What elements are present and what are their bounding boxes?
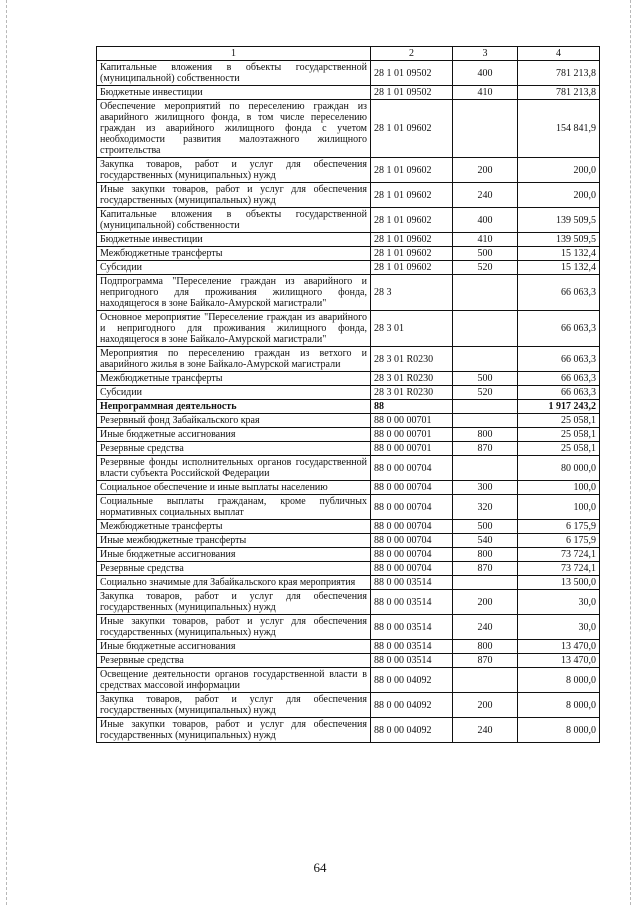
- row-code: 88 0 00 03514: [371, 654, 453, 668]
- row-expense-type: 240: [453, 183, 518, 208]
- row-name: Социальное обеспечение и иные выплаты населению: [97, 481, 371, 495]
- row-expense-type: 500: [453, 372, 518, 386]
- row-code: 28 3 01 R0230: [371, 386, 453, 400]
- table-body: [97, 61, 600, 743]
- row-amount: 66 063,3: [518, 386, 600, 400]
- table-row: [97, 442, 600, 456]
- row-amount: 8 000,0: [518, 718, 600, 743]
- table-row: [97, 261, 600, 275]
- row-expense-type: [453, 275, 518, 311]
- row-name: Резервные средства: [97, 442, 371, 456]
- row-code: 88 0 00 04092: [371, 693, 453, 718]
- row-code: 88 0 00 00704: [371, 548, 453, 562]
- table-row: [97, 100, 600, 158]
- row-expense-type: [453, 311, 518, 347]
- row-code: 28 1 01 09602: [371, 208, 453, 233]
- row-expense-type: [453, 400, 518, 414]
- row-code: 88 0 00 04092: [371, 718, 453, 743]
- budget-table: [96, 46, 600, 743]
- row-amount: 8 000,0: [518, 668, 600, 693]
- table-row: [97, 718, 600, 743]
- row-name: Социальные выплаты гражданам, кроме публичных нормативных социальных выплат: [97, 495, 371, 520]
- row-name: Закупка товаров, работ и услуг для обеспечения государственных (муниципальных) нужд: [97, 693, 371, 718]
- row-expense-type: 870: [453, 442, 518, 456]
- row-code: 28 1 01 09502: [371, 61, 453, 86]
- table-row: [97, 654, 600, 668]
- row-name: Резервные средства: [97, 654, 371, 668]
- row-expense-type: 400: [453, 61, 518, 86]
- table-row: [97, 428, 600, 442]
- table-row: [97, 640, 600, 654]
- row-amount: 139 509,5: [518, 208, 600, 233]
- row-code: 88 0 00 00701: [371, 442, 453, 456]
- row-name: Закупка товаров, работ и услуг для обеспечения государственных (муниципальных) нужд: [97, 590, 371, 615]
- row-amount: 25 058,1: [518, 428, 600, 442]
- row-code: 28 1 01 09602: [371, 233, 453, 247]
- row-amount: 66 063,3: [518, 275, 600, 311]
- table-row: [97, 311, 600, 347]
- row-expense-type: 200: [453, 590, 518, 615]
- row-expense-type: [453, 347, 518, 372]
- row-amount: 6 175,9: [518, 520, 600, 534]
- row-expense-type: 320: [453, 495, 518, 520]
- row-code: 28 3: [371, 275, 453, 311]
- table-row: [97, 548, 600, 562]
- table-row: [97, 520, 600, 534]
- row-amount: 30,0: [518, 615, 600, 640]
- row-amount: 139 509,5: [518, 233, 600, 247]
- row-amount: 13 470,0: [518, 640, 600, 654]
- row-amount: 6 175,9: [518, 534, 600, 548]
- row-amount: 100,0: [518, 481, 600, 495]
- table-row: [97, 86, 600, 100]
- row-expense-type: 200: [453, 158, 518, 183]
- table-row: [97, 693, 600, 718]
- row-amount: 25 058,1: [518, 414, 600, 428]
- header-col-3: 3: [453, 47, 518, 61]
- table-row: [97, 183, 600, 208]
- table-row: [97, 247, 600, 261]
- table-row: [97, 576, 600, 590]
- row-name: Обеспечение мероприятий по переселению граждан из аварийного жилищного фонда, в том числе переселению граждан из аварийного жилищного фонда с учетом необходимости развития малоэтажного жилищного строительства: [97, 100, 371, 158]
- row-amount: 13 500,0: [518, 576, 600, 590]
- table-row: [97, 414, 600, 428]
- row-name: Резервные средства: [97, 562, 371, 576]
- row-expense-type: 520: [453, 386, 518, 400]
- row-name: Резервный фонд Забайкальского края: [97, 414, 371, 428]
- header-row: [97, 47, 600, 61]
- row-name: Капитальные вложения в объекты государственной (муниципальной) собственности: [97, 208, 371, 233]
- row-code: 28 1 01 09602: [371, 247, 453, 261]
- row-name: Иные бюджетные ассигнования: [97, 548, 371, 562]
- row-expense-type: [453, 456, 518, 481]
- scan-edge-right: [630, 0, 631, 905]
- row-expense-type: 240: [453, 615, 518, 640]
- row-amount: 1 917 243,2: [518, 400, 600, 414]
- row-name: Иные бюджетные ассигнования: [97, 640, 371, 654]
- table-row: [97, 481, 600, 495]
- row-name: Иные бюджетные ассигнования: [97, 428, 371, 442]
- row-expense-type: [453, 576, 518, 590]
- table-row: [97, 61, 600, 86]
- row-code: 88 0 00 03514: [371, 590, 453, 615]
- header-col-4: 4: [518, 47, 600, 61]
- row-code: 88 0 00 00704: [371, 534, 453, 548]
- table-row: [97, 386, 600, 400]
- row-name: Основное мероприятие "Переселение граждан из аварийного и непригодного для проживания жилищного фонда, находящегося в зоне Байкало-Амурской магистрали": [97, 311, 371, 347]
- row-amount: 200,0: [518, 183, 600, 208]
- row-name: Резервные фонды исполнительных органов государственной власти субъекта Российской Федерации: [97, 456, 371, 481]
- row-code: 88 0 00 00701: [371, 428, 453, 442]
- table-row: [97, 495, 600, 520]
- row-expense-type: 410: [453, 86, 518, 100]
- row-code: 28 3 01 R0230: [371, 372, 453, 386]
- row-code: 28 1 01 09502: [371, 86, 453, 100]
- table-row: [97, 372, 600, 386]
- row-name: Межбюджетные трансферты: [97, 247, 371, 261]
- header-col-1: 1: [97, 47, 371, 61]
- row-code: 88 0 00 03514: [371, 576, 453, 590]
- table-row: [97, 158, 600, 183]
- row-expense-type: 800: [453, 428, 518, 442]
- row-amount: 15 132,4: [518, 247, 600, 261]
- row-amount: 66 063,3: [518, 347, 600, 372]
- row-amount: 15 132,4: [518, 261, 600, 275]
- row-code: 28 3 01 R0230: [371, 347, 453, 372]
- row-code: 88 0 00 00701: [371, 414, 453, 428]
- row-code: 28 1 01 09602: [371, 261, 453, 275]
- row-name: Социально значимые для Забайкальского края мероприятия: [97, 576, 371, 590]
- row-name: Бюджетные инвестиции: [97, 233, 371, 247]
- row-amount: 73 724,1: [518, 562, 600, 576]
- row-code: 88 0 00 00704: [371, 481, 453, 495]
- table-row: [97, 208, 600, 233]
- row-name: Иные закупки товаров, работ и услуг для обеспечения государственных (муниципальных) нужд: [97, 718, 371, 743]
- row-code: 28 1 01 09602: [371, 100, 453, 158]
- row-amount: 781 213,8: [518, 61, 600, 86]
- table-row: [97, 668, 600, 693]
- row-expense-type: 200: [453, 693, 518, 718]
- row-name: Иные межбюджетные трансферты: [97, 534, 371, 548]
- row-amount: 80 000,0: [518, 456, 600, 481]
- row-amount: 154 841,9: [518, 100, 600, 158]
- row-name: Иные закупки товаров, работ и услуг для обеспечения государственных (муниципальных) нужд: [97, 183, 371, 208]
- table-row: [97, 275, 600, 311]
- row-name: Бюджетные инвестиции: [97, 86, 371, 100]
- row-code: 88 0 00 03514: [371, 615, 453, 640]
- row-amount: 66 063,3: [518, 372, 600, 386]
- page-number: 64: [313, 860, 327, 875]
- row-expense-type: 400: [453, 208, 518, 233]
- row-code: 88 0 00 00704: [371, 520, 453, 534]
- row-expense-type: [453, 668, 518, 693]
- row-amount: 781 213,8: [518, 86, 600, 100]
- table-header: [97, 47, 600, 61]
- row-code: 88 0 00 00704: [371, 456, 453, 481]
- row-expense-type: 800: [453, 640, 518, 654]
- row-amount: 13 470,0: [518, 654, 600, 668]
- table-row: [97, 534, 600, 548]
- row-expense-type: 300: [453, 481, 518, 495]
- table-row: [97, 400, 600, 414]
- row-expense-type: 540: [453, 534, 518, 548]
- table-row: [97, 233, 600, 247]
- row-amount: 8 000,0: [518, 693, 600, 718]
- row-expense-type: 410: [453, 233, 518, 247]
- row-expense-type: 870: [453, 562, 518, 576]
- table-row: [97, 456, 600, 481]
- scan-edge-left: [6, 0, 7, 905]
- row-name: Закупка товаров, работ и услуг для обеспечения государственных (муниципальных) нужд: [97, 158, 371, 183]
- row-code: 28 3 01: [371, 311, 453, 347]
- row-code: 28 1 01 09602: [371, 183, 453, 208]
- row-name: Межбюджетные трансферты: [97, 372, 371, 386]
- row-code: 88: [371, 400, 453, 414]
- row-amount: 73 724,1: [518, 548, 600, 562]
- row-amount: 100,0: [518, 495, 600, 520]
- row-expense-type: 870: [453, 654, 518, 668]
- table-row: [97, 590, 600, 615]
- row-name: Освещение деятельности органов государственной власти в средствах массовой информации: [97, 668, 371, 693]
- row-expense-type: 500: [453, 520, 518, 534]
- table-row: [97, 562, 600, 576]
- row-name: Субсидии: [97, 261, 371, 275]
- row-name: Подпрограмма "Переселение граждан из аварийного и непригодного для проживания жилищного фонда, находящегося в зоне Байкало-Амурской магистрали": [97, 275, 371, 311]
- row-expense-type: [453, 414, 518, 428]
- row-amount: 200,0: [518, 158, 600, 183]
- header-col-2: 2: [371, 47, 453, 61]
- row-expense-type: 520: [453, 261, 518, 275]
- row-amount: 25 058,1: [518, 442, 600, 456]
- row-name: Иные закупки товаров, работ и услуг для обеспечения государственных (муниципальных) нужд: [97, 615, 371, 640]
- row-expense-type: 500: [453, 247, 518, 261]
- row-code: 88 0 00 00704: [371, 495, 453, 520]
- row-expense-type: 800: [453, 548, 518, 562]
- row-expense-type: [453, 100, 518, 158]
- row-expense-type: 240: [453, 718, 518, 743]
- row-code: 28 1 01 09602: [371, 158, 453, 183]
- table-row: [97, 615, 600, 640]
- table-row: [97, 347, 600, 372]
- row-name: Мероприятия по переселению граждан из ветхого и аварийного жилья в зоне Байкало-Амурской магистрали: [97, 347, 371, 372]
- row-amount: 66 063,3: [518, 311, 600, 347]
- row-code: 88 0 00 00704: [371, 562, 453, 576]
- row-code: 88 0 00 04092: [371, 668, 453, 693]
- row-code: 88 0 00 03514: [371, 640, 453, 654]
- row-amount: 30,0: [518, 590, 600, 615]
- row-name: Межбюджетные трансферты: [97, 520, 371, 534]
- row-name: Субсидии: [97, 386, 371, 400]
- row-name: Непрограммная деятельность: [97, 400, 371, 414]
- row-name: Капитальные вложения в объекты государственной (муниципальной) собственности: [97, 61, 371, 86]
